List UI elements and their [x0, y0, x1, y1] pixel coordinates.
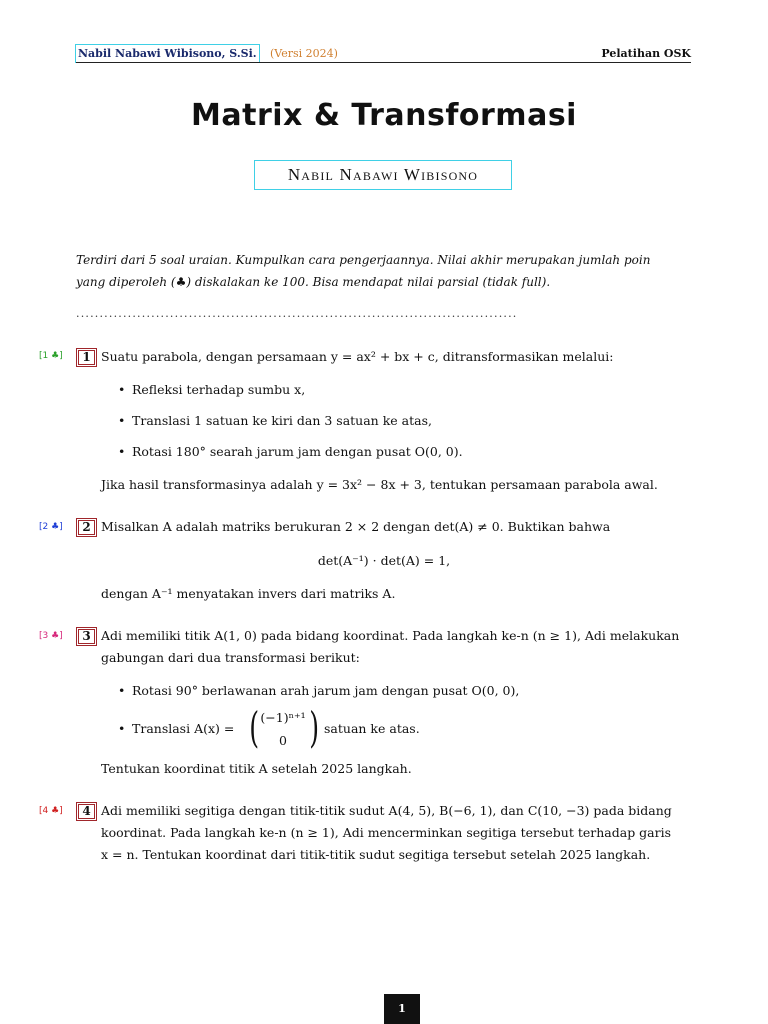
header-course: Pelatihan OSK — [601, 47, 691, 60]
problem-3-bullet-2: • Translasi A(x) = — [118, 721, 235, 736]
problem-2-points[interactable]: [2 ♣] — [39, 522, 63, 532]
problem-3-number-box — [76, 627, 97, 646]
problem-2-number-box — [76, 518, 97, 537]
problem-4-statement-2: koordinat. Pada langkah ke-n (n ≥ 1), Adi mencerminkan segitiga tersebut terhadap garis — [101, 825, 672, 840]
problem-4-number-box — [76, 802, 97, 821]
matrix-left-paren: ( — [249, 703, 260, 752]
problem-3-statement-2: gabungan dari dua transformasi berikut: — [101, 650, 360, 665]
intro-line-2 — [76, 271, 696, 293]
problem-3-statement-1: Adi memiliki titik A(1, 0) pada bidang koordinat. Pada langkah ke-n (n ≥ 1), Adi melakukan — [101, 628, 680, 643]
problem-3-bullet-2-tail: satuan ke atas. — [324, 721, 420, 736]
problem-1-bullet-3: • Rotasi 180° searah jarum jam dengan pusat O(0, 0). — [118, 444, 463, 459]
intro-line-2-a: yang diperoleh ( — [76, 275, 176, 289]
problem-1-number-box — [76, 348, 97, 367]
problem-3-closing: Tentukan koordinat titik A setelah 2025 langkah. — [101, 761, 412, 776]
header-author[interactable]: Nabil Nabawi Wibisono, S.Si. — [75, 44, 260, 63]
problem-4-statement-3: x = n. Tentukan koordinat dari titik-titik sudut segitiga tersebut setelah 2025 langkah. — [101, 847, 651, 862]
intro-line-2-b: ) diskalakan ke 100. Bisa mendapat nilai parsial (tidak full). — [186, 275, 551, 289]
header-rule — [76, 62, 691, 63]
problem-1-points[interactable]: [1 ♣] — [39, 351, 63, 361]
problem-1-statement: Suatu parabola, dengan persamaan y = ax² + bx + c, ditransformasikan melalui: — [101, 349, 614, 364]
problem-2-statement: Misalkan A adalah matriks berukuran 2 × 2 dengan det(A) ≠ 0. Buktikan bahwa — [101, 519, 611, 534]
header-version: (Versi 2024) — [270, 47, 338, 60]
problem-3-points[interactable]: [3 ♣] — [39, 631, 63, 641]
club-icon: ♣ — [175, 275, 187, 289]
dotted-separator: .............................................................................................. — [76, 307, 518, 320]
matrix-bottom-entry: 0 — [279, 733, 287, 748]
matrix-top-entry: (−1)ⁿ⁺¹ — [260, 710, 306, 725]
page-title: Matrix & Transformasi — [191, 98, 577, 133]
problem-1-closing: Jika hasil transformasinya adalah y = 3x² − 8x + 3, tentukan persamaan parabola awal. — [101, 477, 658, 492]
problem-1-number: 1 — [78, 350, 95, 365]
problem-3-number: 3 — [78, 629, 95, 644]
author-box[interactable]: Nabil Nabawi Wibisono — [254, 160, 512, 190]
problem-2-equation: det(A⁻¹) · det(A) = 1, — [317, 553, 451, 568]
page-number: 1 — [384, 994, 420, 1024]
problem-3-bullet-1: • Rotasi 90° berlawanan arah jarum jam dengan pusat O(0, 0), — [118, 683, 520, 698]
problem-2-closing: dengan A⁻¹ menyatakan invers dari matriks A. — [101, 586, 396, 601]
problem-2-number: 2 — [78, 520, 95, 535]
problem-4-number: 4 — [78, 804, 95, 819]
problem-4-statement-1: Adi memiliki segitiga dengan titik-titik sudut A(4, 5), B(−6, 1), dan C(10, −3) pada bidang — [101, 803, 672, 818]
matrix-right-paren: ) — [309, 703, 320, 752]
problem-1-bullet-1: • Refleksi terhadap sumbu x, — [118, 382, 306, 397]
problem-4-points[interactable]: [4 ♣] — [39, 806, 63, 816]
intro-line-1: Terdiri dari 5 soal uraian. Kumpulkan cara pengerjaannya. Nilai akhir merupakan jumlah poin — [76, 253, 651, 267]
problem-1-bullet-2: • Translasi 1 satuan ke kiri dan 3 satuan ke atas, — [118, 413, 432, 428]
